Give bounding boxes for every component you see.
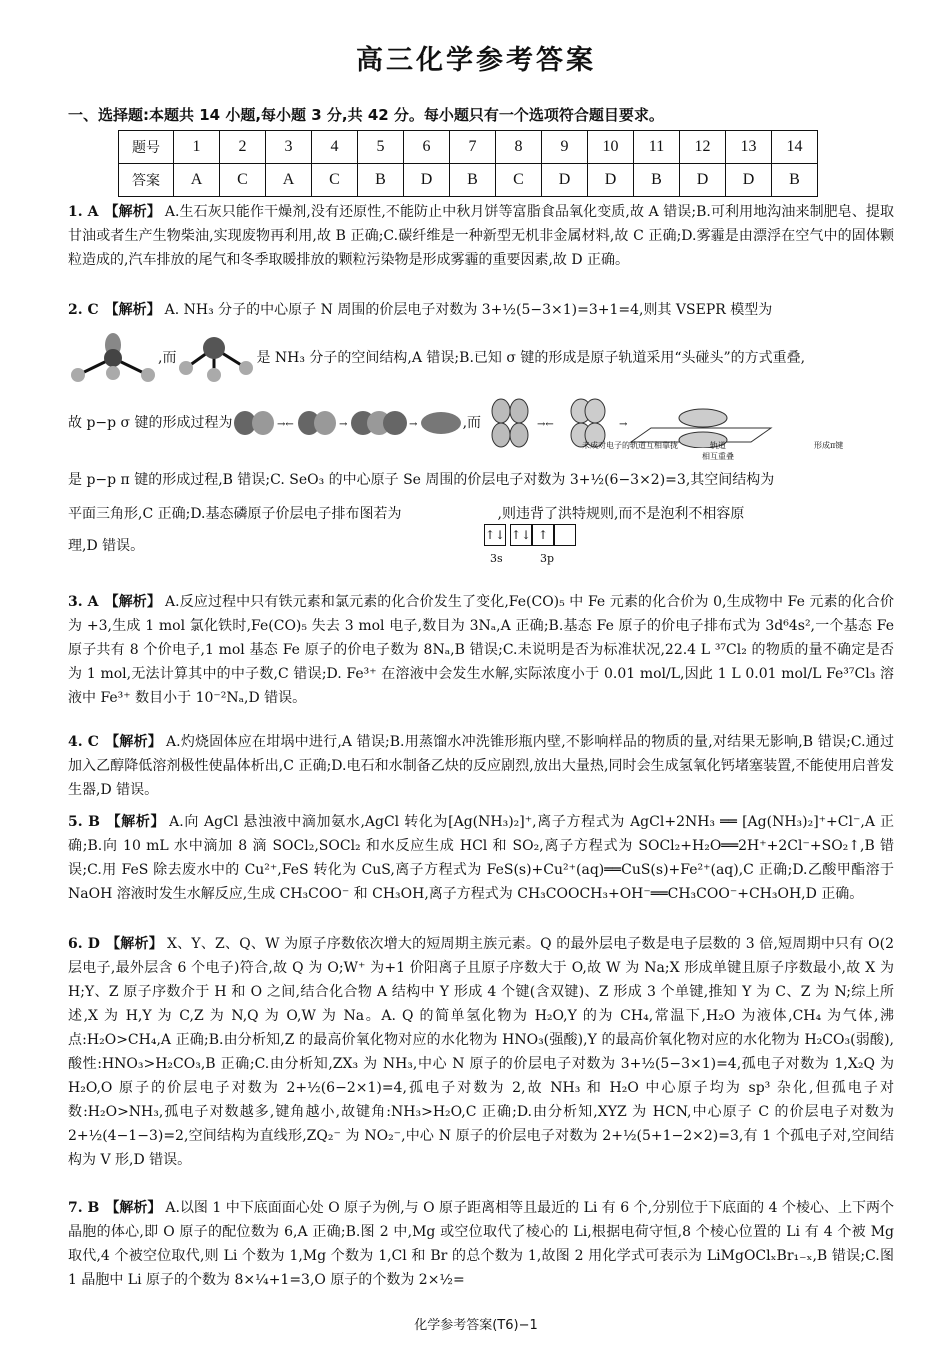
question-7: [68, 1196, 894, 1292]
answer-cell: B: [772, 164, 818, 197]
q3-text: A.反应过程中只有铁元素和氯元素的化合价发生了变化,Fe(CO)₅ 中 Fe 元素的化合价为 0,生成物中 Fe 元素的化合价为 +3,生成 1 mol 氯化铁时,Fe(CO)₅ 失去 3 mol 电子,数目为 3Nₐ,A 正确;B.基态 Fe 原子的价电子排布式为 3d⁶4s²,一个基态 Fe 原子共有 8 个价电子,1 mol 基态 Fe 原子的价电子数为 8Nₐ,B 错误;C.未说明是否为标准状况,22.4 L ³⁷Cl₂ 的物质的量不确定是否为 1 mol,无法计算其中的中子数,C 错误;D. Fe³⁺ 在溶液中会发生水解,实际浓度小于 0.01 mol/L,因此 1 L 0.01 mol/L Fe³⁷Cl₃ 溶液中 Fe³⁺ 数目小于 10⁻²Nₐ,D 错误。: [68, 594, 894, 706]
question-number-cell: 9: [542, 131, 588, 164]
question-2: [68, 298, 894, 588]
orbital-3p-2: ↑: [532, 524, 554, 546]
q7-text: A.以图 1 中下底面面心处 O 原子为例,与 O 原子距离相等且最近的 Li 有 6 个,分别位于下底面的 4 个棱心、上下两个晶胞的体心,即 O 原子的配位数为 6,A 正确;B.图 2 中,Mg 或空位取代了棱心的 Li,根据电荷守恒,8 个棱心位置的 Li 有 4 个被 Mg 取代,4 个被空位取代,则 Li 个数为 1,Mg 个数为 1,Cl 和 Br 的总个数为 1,故图 2 用化学式可表示为 LiMgOClₓBr₁₋ₓ,B 错误;C.图 1 晶胞中 Li 原子的个数为 8×¼+1=3,O 原子的个数为 2×½=: [68, 1200, 894, 1288]
answer-cell: B: [450, 164, 496, 197]
q7-tag: 【解析】: [105, 1200, 162, 1216]
question-4: [68, 730, 894, 802]
q5-number: 5. B: [68, 814, 100, 830]
q2-text-h: ,则违背了洪特规则,而不是泡利不相容原: [497, 506, 745, 522]
answer-cell: B: [634, 164, 680, 197]
answer-cell: D: [542, 164, 588, 197]
orbital-3p-3: [554, 524, 576, 546]
answer-cell: D: [588, 164, 634, 197]
answer-cell: B: [358, 164, 404, 197]
orbital-label-3s: 3s: [490, 552, 503, 565]
question-number-cell: 2: [220, 131, 266, 164]
answer-cell: C: [312, 164, 358, 197]
question-number-cell: 10: [588, 131, 634, 164]
orbital-3s: ↑↓: [484, 524, 506, 546]
q3-number: 3. A: [68, 594, 99, 610]
question-6: [68, 932, 894, 1172]
orbital-label-3p: 3p: [540, 552, 555, 565]
answer-table: [118, 130, 818, 197]
question-number-cell: 11: [634, 131, 680, 164]
answer-header: 答案: [119, 164, 174, 197]
q5-text: A.向 AgCl 悬浊液中滴加氨水,AgCl 转化为[Ag(NH₃)₂]⁺,离子方程式为 AgCl+2NH₃ ══ [Ag(NH₃)₂]⁺+Cl⁻,A 正确;B.向 10 mL 水中滴加 8 滴 SOCl₂,SOCl₂ 和水反应生成 HCl 和 SO₂,离子方程式为 SOCl₂+H₂O══2H⁺+2Cl⁻+SO₂↑,B 错误;C.用 FeS 除去废水中的 Cu²⁺,FeS 转化为 CuS,离子方程式为 FeS(s)+Cu²⁺(aq)══CuS(s)+Fe²⁺(aq),C 正确;D.乙酸甲酯溶于 NaOH 溶液时发生水解反应,生成 CH₃COO⁻ 和 CH₃OH,离子方程式为 CH₃COOCH₃+OH⁻══CH₃COO⁻+CH₃OH,D 正确。: [68, 814, 895, 902]
q2-text-e: ,而: [462, 415, 482, 431]
vsepr-tetrahedral-figure: [68, 333, 158, 383]
pi-caption-4: 形成π键: [814, 441, 844, 450]
question-1: [68, 200, 894, 272]
q5-tag: 【解析】: [105, 814, 166, 830]
phosphorus-orbital-diagram: [484, 524, 580, 546]
svg-text:→: →: [408, 419, 417, 430]
table-row-answers: [119, 164, 818, 197]
q6-text: X、Y、Z、Q、W 为原子序数依次增大的短周期主族元素。Q 的最外层电子数是电子层数的 3 倍,短周期中只有 O(2 层电子,最外层含 6 个电子)符合,故 Q 为 O;W⁺ 为+1 价阳离子且原子序数大于 O,故 W 为 Na;X 形成单键且原子序数最小,故 X 为 H;Y、Z 原子序数介于 H 和 O 之间,结合化合物 A 结构中 Y 形成 4 个键(含双键)、Z 形成 3 个单键,推知 Y 为 C、Z 为 N;综上所述,X 为 H,Y 为 C,Z 为 N,Q 为 O,W 为 Na。A. Q 的简单氢化物为 H₂O,Y 的为 CH₄,常温下,H₂O 为液体,CH₄ 为气体,沸点:H₂O>CH₄,A 正确;B.由分析知,Z 的最高价氧化物对应的水化物为 HNO₃(强酸),Y 的最高价氧化物对应的水化物为 H₂CO₃(弱酸),酸性:HNO₃>H₂CO₃,B 正确;C.由分析知,ZX₃ 为 NH₃,中心 N 原子的价层电子对数为 3+½(5−3×1)=4,孤电子对数为 1,X₂Q 为 H₂O,O 原子的价层电子对数为 2+½(6−2×1)=4,孤电子对数为 2,故 NH₃ 和 H₂O 中心原子均为 sp³ 杂化,但孤电子对数:H₂O>NH₃,孤电子对数越多,键角越小,故键角:NH₃>H₂O,C 正确;D.由分析知,XYZ 为 HCN,中心原子 C 的价层电子对数为 2+½(4−1−3)=2,空间结构为直线形,ZQ₂⁻ 为 NO₂⁻,中心 N 原子的价层电子对数为 2+½(5+1−2×2)=3,有 1 个孤电子对,空间结构为 V 形,D 错误。: [68, 936, 895, 1168]
question-number-cell: 5: [358, 131, 404, 164]
pi-caption-2: 轨道: [710, 441, 726, 450]
q2-number: 2. C: [68, 302, 99, 318]
svg-text:→←: →←: [537, 419, 554, 430]
q4-tag: 【解析】: [104, 734, 163, 750]
svg-text:→←: →←: [276, 419, 294, 430]
q2-text-f: 是 p−p π 键的形成过程,B 错误;C. SeO₃ 的中心原子 Se 周围的价层电子对数为 3+½(6−3×2)=3,其空间结构为: [68, 472, 775, 488]
q1-tag: 【解析】: [104, 204, 161, 220]
pi-caption-3: 相互重叠: [702, 452, 734, 461]
q4-text: A.灼烧固体应在坩埚中进行,A 错误;B.用蒸馏水冲洗锥形瓶内壁,不影响样品的物质的量,对结果无影响,B 错误;C.通过加入乙醇降低溶剂极性使晶体析出,C 正确;D.电石和水制备乙炔的反应剧烈,放出大量热,同时会生成氢氧化钙堵塞装置,不能使用启普发生器,D 错误。: [68, 734, 895, 798]
question-number-cell: 3: [266, 131, 312, 164]
q6-number: 6. D: [68, 936, 100, 952]
question-number-cell: 14: [772, 131, 818, 164]
question-number-cell: 7: [450, 131, 496, 164]
question-3: [68, 590, 894, 710]
q2-text-i: 理,D 错误。: [68, 538, 145, 554]
q7-number: 7. B: [68, 1200, 100, 1216]
q2-text-g: 平面三角形,C 正确;D.基态磷原子价层电子排布图若为: [68, 506, 402, 522]
q2-text-c: 是 NH₃ 分子的空间结构,A 错误;B.已知 σ 键的形成是原子轨道采用“头碰头”的方式重叠,: [256, 350, 806, 366]
question-number-cell: 8: [496, 131, 542, 164]
q2-tag: 【解析】: [104, 302, 161, 318]
answer-cell: A: [266, 164, 312, 197]
q2-text-d: 故 p−p σ 键的形成过程为: [68, 415, 233, 431]
answer-cell: C: [220, 164, 266, 197]
question-number-cell: 6: [404, 131, 450, 164]
question-5: [68, 810, 894, 906]
answer-cell: C: [496, 164, 542, 197]
orbital-3p-1: ↑↓: [510, 524, 532, 546]
q2-text-b: ,而: [158, 350, 177, 366]
page-title: 高三化学参考答案: [356, 45, 596, 76]
row-header: 题号: [119, 131, 174, 164]
section-heading: 一、选择题:本题共 14 小题,每小题 3 分,共 42 分。每小题只有一个选项符合题目要求。: [68, 106, 664, 124]
question-number-cell: 13: [726, 131, 772, 164]
q6-tag: 【解析】: [105, 936, 163, 952]
nh3-pyramid-figure: [176, 333, 256, 383]
q4-number: 4. C: [68, 734, 99, 750]
page-footer: 化学参考答案(T6)−1: [414, 1318, 538, 1333]
sigma-bond-formation-figure: [233, 408, 463, 438]
answer-cell: D: [680, 164, 726, 197]
answer-cell: D: [726, 164, 772, 197]
pi-caption-1: 未成对电子的轨道互相靠拢: [582, 441, 678, 450]
table-row-numbers: [119, 131, 818, 164]
q2-text-a: A. NH₃ 分子的中心原子 N 周围的价层电子对数为 3+½(5−3×1)=3+1=4,则其 VSEPR 模型为: [164, 302, 773, 318]
question-number-cell: 4: [312, 131, 358, 164]
q3-tag: 【解析】: [104, 594, 162, 610]
q1-number: 1. A: [68, 204, 99, 220]
svg-text:→: →: [338, 419, 347, 430]
q1-text: A.生石灰只能作干燥剂,没有还原性,不能防止中秋月饼等富脂食品氧化变质,故 A 错误;B.可利用地沟油来制肥皂、提取甘油或者生产生物柴油,实现废物再利用,故 B 正确;C.碳纤维是一种新型无机非金属材料,故 C 正确;D.雾霾是由漂浮在空气中的固体颗粒造成的,汽车排放的尾气和冬季取暖排放的颗粒污染物是形成雾霾的重要因素,故 D 正确。: [68, 204, 895, 268]
answer-cell: D: [404, 164, 450, 197]
svg-text:→: →: [619, 419, 628, 430]
answer-cell: A: [174, 164, 220, 197]
question-number-cell: 12: [680, 131, 726, 164]
question-number-cell: 1: [174, 131, 220, 164]
